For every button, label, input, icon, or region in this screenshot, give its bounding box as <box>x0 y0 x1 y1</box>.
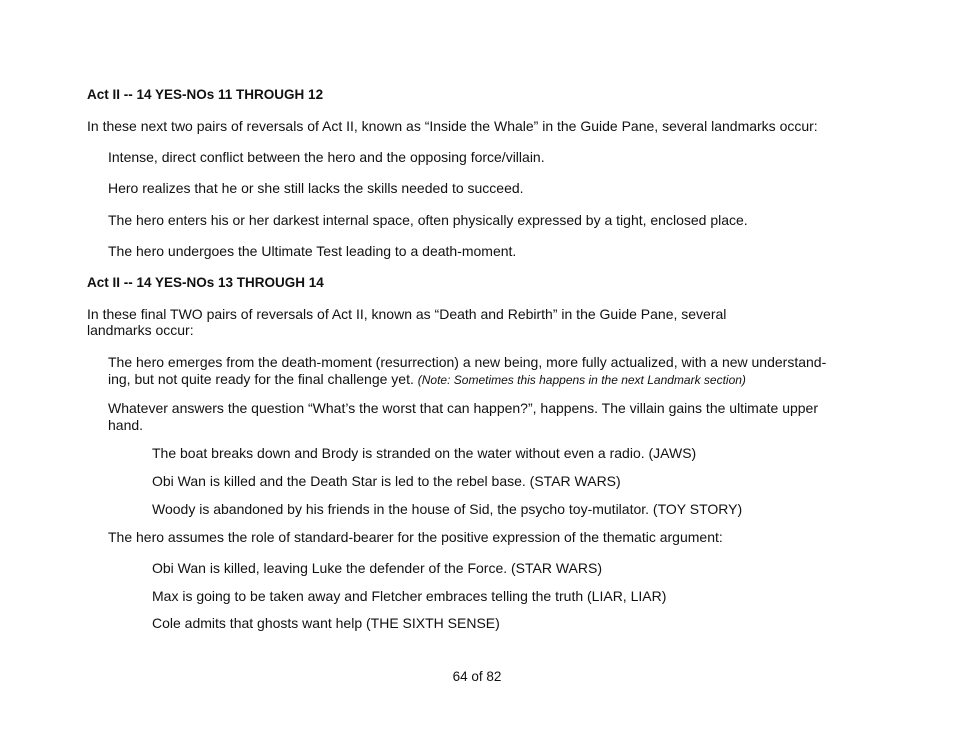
landmark-item-line2 <box>108 371 746 389</box>
section-intro-inside-the-whale: In these next two pairs of reversals of Act II, known as “Inside the Whale” in the Guide Pane, several landmarks occur: <box>87 118 818 134</box>
section-intro-death-and-rebirth-line1: In these final TWO pairs of reversals of Act II, known as “Death and Rebirth” in the Guide Pane, several <box>87 306 727 322</box>
landmark-item-text: ing, but not quite ready for the final challenge yet. <box>108 371 414 387</box>
landmark-item: The hero undergoes the Ultimate Test leading to a death-moment. <box>108 243 517 259</box>
landmark-item-line1: The hero emerges from the death-moment (resurrection) a new being, more fully actualized, with a new understand- <box>108 354 827 370</box>
landmark-item: Hero realizes that he or she still lacks the skills needed to succeed. <box>108 180 524 196</box>
example-item: The boat breaks down and Brody is stranded on the water without even a radio. (JAWS) <box>152 445 697 461</box>
section-intro-death-and-rebirth-line2: landmarks occur: <box>87 322 194 338</box>
example-item: Cole admits that ghosts want help (THE SIXTH SENSE) <box>152 615 500 631</box>
example-item: Woody is abandoned by his friends in the house of Sid, the psycho toy-mutilator. (TOY STORY) <box>152 501 743 517</box>
example-item: Obi Wan is killed, leaving Luke the defender of the Force. (STAR WARS) <box>152 560 603 576</box>
landmark-item: Intense, direct conflict between the hero and the opposing force/villain. <box>108 149 545 165</box>
example-item: Max is going to be taken away and Fletcher embraces telling the truth (LIAR, LIAR) <box>152 588 667 604</box>
page-number: 64 of 82 <box>452 669 502 684</box>
landmark-item: The hero enters his or her darkest internal space, often physically expressed by a tight, enclosed place. <box>108 212 748 228</box>
landmark-note: (Note: Sometimes this happens in the next Landmark section) <box>417 373 746 387</box>
section-heading-11-12: Act II -- 14 YES-NOs 11 THROUGH 12 <box>87 87 324 102</box>
example-item: Obi Wan is killed and the Death Star is led to the rebel base. (STAR WARS) <box>152 473 621 489</box>
landmark-item: The hero assumes the role of standard-bearer for the positive expression of the thematic argument: <box>108 529 723 545</box>
landmark-item-line1: Whatever answers the question “What’s the worst that can happen?”, happens. The villain gains the ultimate upper <box>108 400 819 416</box>
landmark-item-line2: hand. <box>108 417 144 433</box>
section-heading-13-14: Act II -- 14 YES-NOs 13 THROUGH 14 <box>87 275 324 290</box>
